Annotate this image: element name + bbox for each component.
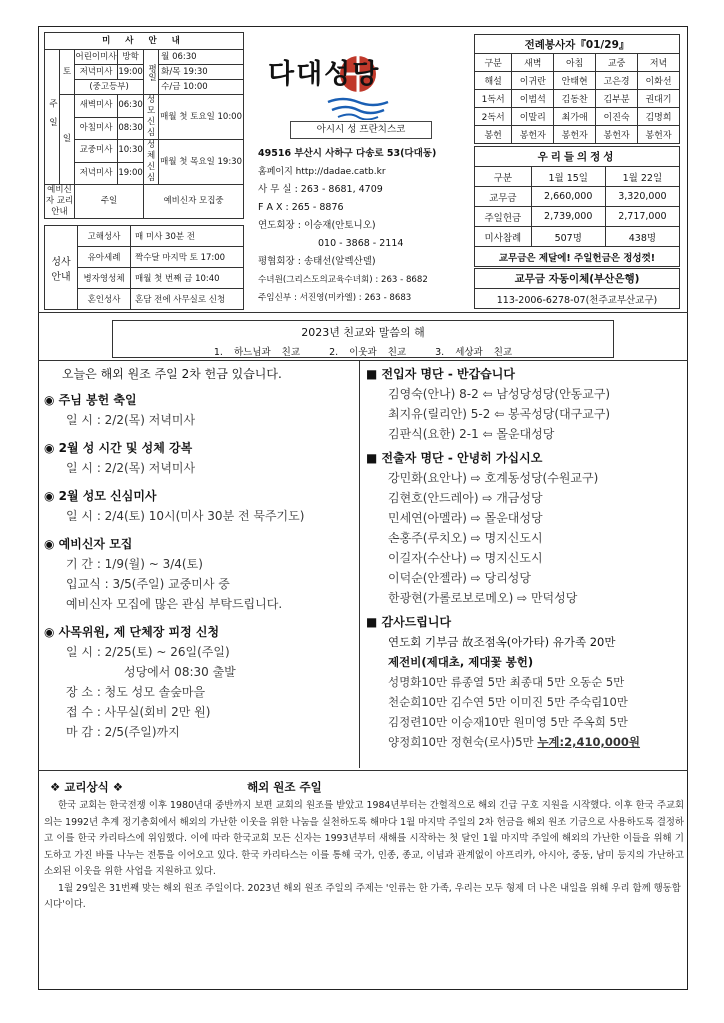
notice-title: [44, 438, 356, 458]
transfers-in-title: [366, 364, 686, 384]
transfer-out-row: 이길자(수산나) ⇨ 명지신도시: [388, 551, 543, 565]
catechumen-day: 주일: [75, 185, 144, 219]
transfer-out-row: 손홍주(루치오) ⇨ 명지신도시: [388, 531, 543, 545]
offering-header: 1월 15일: [531, 167, 605, 187]
notice-line: 성당에서 08:30 출발: [124, 665, 236, 679]
sacrament-name: 병자영성체: [78, 268, 131, 289]
altar-cell: 권대기: [638, 90, 680, 108]
thanks-memorial: 연도회 기부금 故조점옥(아가타) 유가족 20만: [388, 635, 616, 649]
fax: F A X : 265 - 8876: [258, 202, 344, 213]
catechism-divider: [38, 770, 688, 771]
day: 화/목: [161, 66, 181, 77]
transfer-out-row: 김현호(안드레아) ⇨ 개금성당: [388, 491, 543, 505]
offering-cell: 주일헌금: [475, 207, 532, 227]
notice-intro: 오늘은 해외 원조 주일 2차 헌금 있습니다.: [62, 367, 282, 381]
sacrament-desc: 짝수달 마지막 토 17:00: [131, 247, 244, 268]
altar-cell: 이말리: [512, 108, 554, 126]
offering-cell: 2,660,000: [531, 187, 605, 207]
notice-title: [44, 486, 356, 506]
column-divider: [359, 360, 360, 768]
sacrament-desc: 혼담 전에 사무실로 신청: [131, 289, 244, 310]
year-theme-banner: [112, 320, 614, 358]
mass-time: 06:30: [118, 95, 144, 118]
altar-cell: 이범석: [512, 90, 554, 108]
bullet-icon: ◉: [44, 625, 59, 639]
catechumen-label: 예비신자 교리안내: [45, 185, 74, 217]
mass-title: 미 사 안 내: [45, 33, 244, 50]
special-desc: 매월 첫 토요일 10:00: [159, 95, 244, 140]
offering-note: 교무금은 제달에! 주일헌금은 정성껏!: [475, 247, 680, 267]
notice-title: [44, 622, 356, 642]
weekday-label: 주일: [45, 50, 60, 185]
transfer-out-row: 민세연(아멜라) ⇨ 몰운대성당: [388, 511, 543, 525]
weekday-mass: [159, 50, 244, 65]
notice-title-text: 사목위원, 제 단체장 피정 신청: [58, 625, 220, 639]
mass-name: (중고등부): [75, 80, 144, 95]
offering-cell: 미사참례: [475, 227, 532, 247]
altar-cell: 봉헌자: [554, 126, 596, 144]
section-title-text: 전입자 명단 - 반갑습니다: [381, 367, 515, 381]
mass-name: 새벽미사: [75, 95, 118, 118]
altar-cell: 김동찬: [554, 90, 596, 108]
bullet-icon: ◉: [44, 393, 59, 407]
special-name: 성모신심: [144, 95, 159, 140]
lay-chair: 평협회장 : 송태선(알렉산델): [258, 256, 376, 267]
time: 19:30: [183, 66, 208, 77]
notice-title-text: 2월 성 시간 및 성체 강복: [58, 441, 193, 455]
mass-name: 저녁미사: [75, 65, 118, 80]
offering-table: [474, 146, 680, 267]
altar-cell: 고은경: [596, 72, 638, 90]
notice-title-text: 예비신자 모집: [58, 537, 133, 551]
banner-item: 2. 이웃과 친교: [329, 347, 407, 358]
transfer-in-row: 김영숙(안나) 8-2 ⇦ 남성당성당(안동교구): [388, 387, 611, 401]
square-bullet-icon: ■: [366, 367, 382, 381]
catechism-label: ❖ 교리상식 ❖: [50, 780, 124, 794]
square-bullet-icon: ■: [366, 451, 382, 465]
fund-total: 누계:2,410,000원: [537, 735, 641, 749]
banner-divider: [38, 360, 688, 361]
notice-line: 일 시 : 2/2(목) 저녁미사: [66, 413, 196, 427]
offering-cell: 438명: [605, 227, 679, 247]
weekday-mass-label: 평일: [144, 50, 159, 95]
transfer-title: 교무금 자동이체(부산은행): [475, 269, 680, 289]
offering-title: 우리들의정성: [475, 147, 680, 167]
altar-cell: 봉헌자: [596, 126, 638, 144]
section-title-text: 전출자 명단 - 안녕히 가십시오: [381, 451, 543, 465]
time: 06:30: [172, 51, 197, 62]
weekday-mass: [159, 80, 244, 95]
banner-item: 3. 세상과 친교: [435, 347, 513, 358]
offering-header: 1월 22일: [605, 167, 679, 187]
fund-row: 천순희10만 김수연 5만 이미진 5만 주숙림10만: [388, 695, 628, 709]
time: 10:00: [183, 81, 208, 92]
notice-line: 일 시 : 2/2(목) 저녁미사: [66, 461, 196, 475]
altar-cell: 해설: [475, 72, 512, 90]
fund-row-last: [366, 732, 686, 752]
altar-cell: 봉헌: [475, 126, 512, 144]
offering-cell: 3,320,000: [605, 187, 679, 207]
altar-cell: 김부분: [596, 90, 638, 108]
altar-cell: 최가애: [554, 108, 596, 126]
parish-info: [258, 145, 473, 307]
notice-title: [44, 534, 356, 554]
homepage-link[interactable]: 홈페이지 http://dadae.catb.kr: [258, 167, 386, 177]
parish-name: 다대성당: [268, 59, 381, 90]
altar-cell: 봉헌자: [638, 126, 680, 144]
transfer-in-row: 최지유(릴리안) 5-2 ⇦ 봉곡성당(대구교구): [388, 407, 611, 421]
offering-cell: 507명: [531, 227, 605, 247]
altar-cell: 2독서: [475, 108, 512, 126]
altar-header: 구분: [475, 54, 512, 72]
mass-name: 아침미사: [75, 117, 118, 140]
day: 월: [161, 51, 170, 62]
altar-cell: 이귀란: [512, 72, 554, 90]
catechism-title: 해외 원조 주일: [247, 780, 322, 794]
offering-cell: 2,717,000: [605, 207, 679, 227]
mass-time: 19:00: [118, 65, 144, 80]
logo-wave: [338, 115, 378, 120]
header-divider: [38, 312, 688, 313]
notice-line: 마 감 : 2/5(주일)까지: [66, 725, 180, 739]
sacrament-table: [44, 225, 244, 310]
transfer-in-row: 김판식(요한) 2-1 ⇦ 몰운대성당: [388, 427, 555, 441]
notice-line: 일 시 : 2/4(토) 10시(미사 30분 전 묵주기도): [66, 509, 305, 523]
notice-line: 장 소 : 청도 성모 솔숲마을: [66, 685, 206, 699]
notice-line: 일 시 : 2/25(토) ~ 26일(주일): [66, 645, 230, 659]
fund-row: 성명화10만 류종열 5만 최종대 5만 오동순 5만: [388, 675, 625, 689]
thanks-title: [366, 612, 686, 632]
transfer-out-row: 한광현(가롤로보로메오) ⇨ 만덕성당: [388, 591, 578, 605]
altar-cell: 봉헌자: [512, 126, 554, 144]
auto-transfer-table: [474, 268, 680, 309]
altar-cell: 1독서: [475, 90, 512, 108]
altar-header: 아침: [554, 54, 596, 72]
sacrament-name: 혼인성사: [78, 289, 131, 310]
mass-schedule-table: [44, 32, 244, 219]
altar-cell: 안태현: [554, 72, 596, 90]
sacrament-desc: 매월 첫 번째 금 10:40: [131, 268, 244, 289]
altar-cell: 김명희: [638, 108, 680, 126]
altar-servers-table: [474, 34, 680, 144]
catechism-header: [44, 776, 684, 798]
sacrament-title: 성사 안내: [45, 226, 78, 310]
fund-title: 제전비(제대초, 제대꽃 봉헌): [388, 655, 534, 669]
altar-header: 저녁: [638, 54, 680, 72]
banner-title: 2023년 친교와 말씀의 해: [301, 326, 425, 339]
altar-header: 교중: [596, 54, 638, 72]
chair: 연도회장 : 이승재(안토니오): [258, 220, 376, 231]
mass-name: 저녁미사: [75, 162, 118, 185]
section-title-text: 감사드립니다: [381, 615, 452, 629]
bullet-icon: ◉: [44, 489, 59, 503]
catechism-paragraph: 1월 29일은 31번째 맞는 해외 원조 주일이다. 2023년 해외 원조 주일의 주제는 '인류는 한 가족, 우리는 모두 형제 더 나은 내일을 위해 우리 함께 행동합시다'이다.: [44, 882, 681, 910]
mass-time: 10:30: [118, 140, 144, 163]
weekday-mass: [159, 65, 244, 80]
notice-line: 기 간 : 1/9(월) ~ 3/4(토): [66, 557, 203, 571]
sacrament-name: 유아세례: [78, 247, 131, 268]
priest: 주임신부 : 서진영(미카엘) : 263 - 8683: [258, 293, 412, 303]
notices-column: [44, 364, 356, 742]
day: 수/금: [161, 81, 181, 92]
notice-title-text: 주님 봉헌 축일: [58, 393, 137, 407]
fund-row: 양정희10만 정현숙(로사)5만: [388, 735, 534, 749]
chair-phone: 010 - 3868 - 2114: [318, 238, 404, 249]
mass-time: 방학: [118, 50, 144, 65]
mass-name: 교중미사: [75, 140, 118, 163]
banner-item: 1. 하느님과 친교: [213, 347, 301, 358]
offering-cell: 2,739,000: [531, 207, 605, 227]
sisters: 수녀원(그리스도의교육수녀회) : 263 - 8682: [258, 275, 428, 285]
mass-time: 19:00: [118, 162, 144, 185]
banner-items: [113, 344, 613, 358]
transfer-account: 113-2006-6278-07(천주교부산교구): [475, 289, 680, 309]
patron-saint: 아시시 성 프란치스코: [290, 121, 432, 139]
offering-cell: 교무금: [475, 187, 532, 207]
special-name: 성체신심: [144, 140, 159, 185]
office-phone: 사 무 실 : 263 - 8681, 4709: [258, 184, 383, 195]
square-bullet-icon: ■: [366, 615, 382, 629]
catechumen-desc: 예비신자 모집중: [144, 185, 244, 219]
notice-title: [44, 390, 356, 410]
logo-wave: [332, 107, 384, 113]
bullet-icon: ◉: [44, 537, 59, 551]
saturday-label: 토: [60, 50, 75, 95]
mass-name: 어린이미사: [75, 50, 118, 65]
transfer-out-row: 강민화(요안나) ⇨ 호계동성당(수원교구): [388, 471, 599, 485]
address: 49516 부산시 사하구 다송로 53(다대동): [258, 148, 437, 159]
altar-cell: 이진숙: [596, 108, 638, 126]
notice-title-text: 2월 성모 신심미사: [58, 489, 157, 503]
sacrament-name: 고해성사: [78, 226, 131, 247]
notice-line: 입교식 : 3/5(주일) 교중미사 중: [66, 577, 230, 591]
offering-header: 구분: [475, 167, 532, 187]
sacrament-desc: 매 미사 30분 전: [131, 226, 244, 247]
special-desc: 매월 첫 목요일 19:30: [159, 140, 244, 185]
catechism-paragraph: 한국 교회는 한국전쟁 이후 1980년대 중반까지 보편 교회의 원조를 받았고 1984년부터는 간헐적으로 해외 긴급 구호 지원을 시작했다. 이후 한국 주교회의는 1992년 추계 정기총회에서 해외의 가난한 이웃을 위한 나눔을 실천하도록 해마다 1월 마지막 주일의 2차 헌금을 해외 원조 기금으로 사용하도록 결정하고 이를 한국 카리타스에 위임했다. 이에 따라 한국교회 모든 신자는 1993년부터 새해를 시작하는 첫 달인 1월 마지막 주일에 해외의 가난한 이들을 위해 기도하고 가진 바를 나누는 전통을 이어오고 있다. 한국 카리타스는 이를 통해 국가, 인종, 종교, 이념과 관계없이 아프리카, 아시아, 중동, 남미 등지의 가난하고 소외된 이웃을 위한 사업을 지원하고 있다.: [44, 800, 684, 877]
transfers-out-title: [366, 448, 686, 468]
altar-title: 전례봉사자『01/29』: [475, 35, 680, 54]
altar-header: 새벽: [512, 54, 554, 72]
bullet-icon: ◉: [44, 441, 59, 455]
mass-time: 08:30: [118, 117, 144, 140]
community-column: [366, 364, 686, 752]
sunday-label: 일: [60, 95, 75, 185]
notice-line: 접 수 : 사무실(회비 2만 원): [66, 705, 211, 719]
catechism-section: [44, 776, 684, 914]
fund-row: 김정련10만 이승재10만 원미영 5만 주옥희 5만: [388, 715, 628, 729]
altar-cell: 이화선: [638, 72, 680, 90]
transfer-out-row: 이덕순(안젤라) ⇨ 당리성당: [388, 571, 531, 585]
notice-line: 예비신자 모집에 많은 관심 부탁드립니다.: [66, 597, 283, 611]
